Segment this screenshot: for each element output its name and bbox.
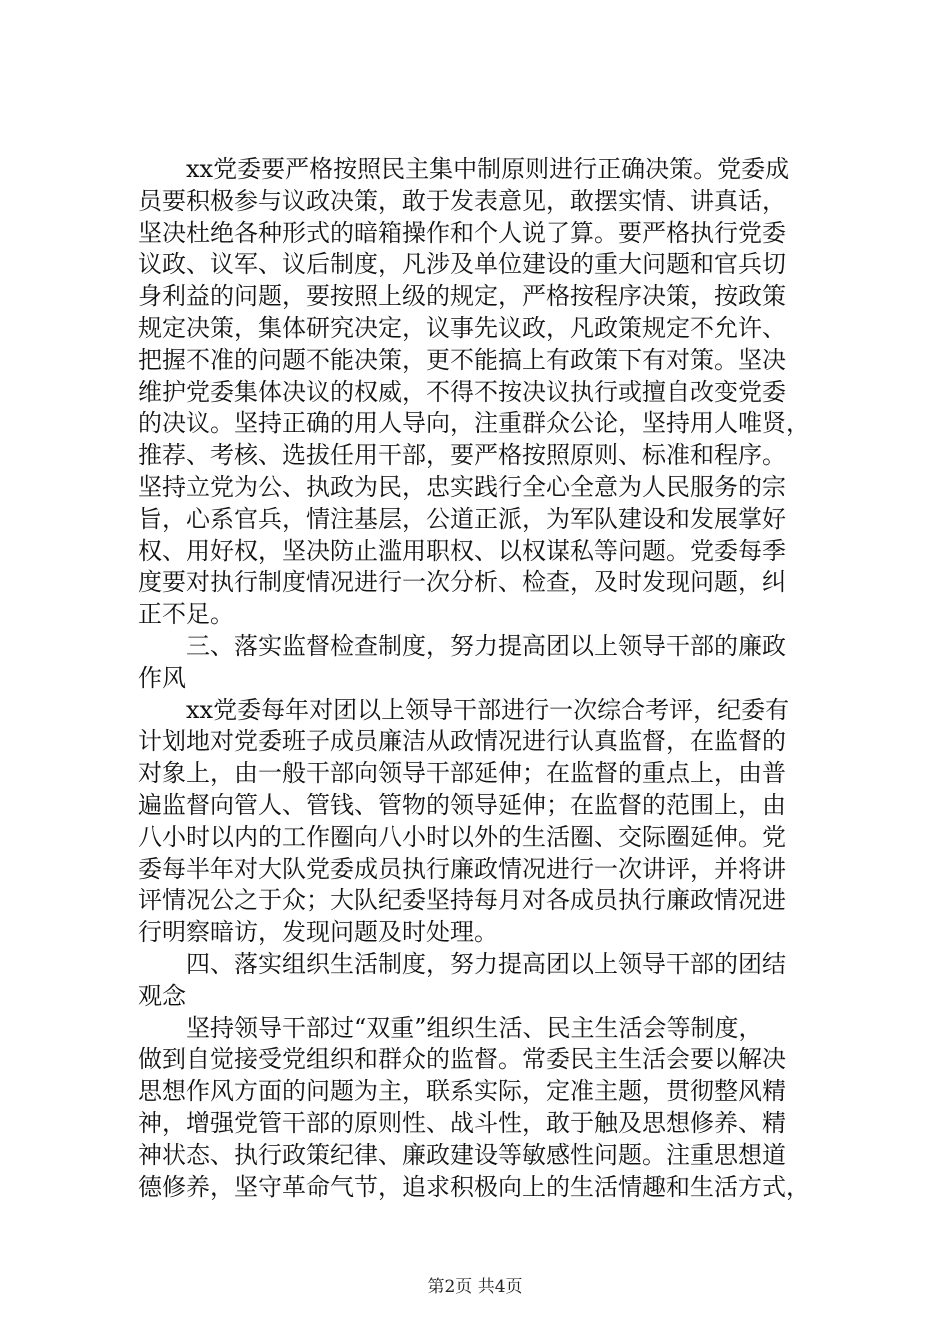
- text-line: 把握不准的问题不能决策，更不能搞上有政策下有对策。坚决: [138, 345, 786, 374]
- text-line: 议政、议军、议后制度，凡涉及单位建设的重大问题和官兵切: [138, 250, 786, 279]
- text-line: 计划地对党委班子成员廉洁从政情况进行认真监督，在监督的: [138, 727, 786, 756]
- text-line: 坚持立党为公、执政为民，忠实践行全心全意为人民服务的宗: [138, 472, 786, 501]
- text-line: 维护党委集体决议的权威，不得不按决议执行或擅自改变党委: [138, 377, 786, 406]
- text-line: 员要积极参与议政决策，敢于发表意见，敢摆实情、讲真话，: [138, 186, 786, 215]
- text-line: 做到自觉接受党组织和群众的监督。常委民主生活会要以解决: [138, 1045, 786, 1074]
- text-line: xx党委每年对团以上领导干部进行一次综合考评，纪委有: [186, 695, 790, 724]
- text-line: 思想作风方面的问题为主，联系实际，定准主题，贯彻整风精: [138, 1077, 786, 1106]
- text-line: 对象上，由一般干部向领导干部延伸；在监督的重点上，由普: [138, 759, 786, 788]
- text-line: 身利益的问题，要按照上级的规定，严格按程序决策，按政策: [138, 282, 786, 311]
- text-line: 遍监督向管人、管钱、管物的领导延伸；在监督的范围上，由: [138, 790, 786, 819]
- text-line: 神状态、执行政策纪律、廉政建设等敏感性问题。注重思想道: [138, 1140, 786, 1169]
- text-line: 正不足。: [138, 600, 234, 629]
- text-line: 旨，心系官兵，情注基层，公道正派，为军队建设和发展掌好: [138, 504, 786, 533]
- text-line: 评情况公之于众；大队纪委坚持每月对各成员执行廉政情况进: [138, 886, 786, 915]
- text-line: 三、落实监督检查制度，努力提高团以上领导干部的廉政: [186, 631, 786, 660]
- text-line: 推荐、考核、选拔任用干部，要严格按照原则、标准和程序。: [138, 441, 786, 470]
- text-line: 观念: [138, 981, 186, 1010]
- page-number-footer: 第2页 共4页: [427, 1277, 523, 1297]
- text-line: 德修养，坚守革命气节，追求积极向上的生活情趣和生活方式，: [138, 1172, 810, 1201]
- text-line: 八小时以内的工作圈向八小时以外的生活圈、交际圈延伸。党: [138, 822, 786, 851]
- section-heading: [138, 949, 838, 1013]
- text-line: 度要对执行制度情况进行一次分析、检查，及时发现问题，纠: [138, 568, 786, 597]
- body-paragraph: [138, 154, 838, 631]
- text-line: 坚决杜绝各种形式的暗箱操作和个人说了算。要严格执行党委: [138, 218, 786, 247]
- body-paragraph: [138, 695, 838, 949]
- text-line: 坚持领导干部过“双重”组织生活、民主生活会等制度，: [186, 1013, 763, 1042]
- text-line: 作风: [138, 663, 186, 692]
- text-line: 的决议。坚持正确的用人导向，注重群众公论，坚持用人唯贤，: [138, 409, 810, 438]
- text-line: 神，增强党管干部的原则性、战斗性，敢于触及思想修养、精: [138, 1108, 786, 1137]
- text-line: 行明察暗访，发现问题及时处理。: [138, 918, 498, 947]
- text-line: 权、用好权，坚决防止滥用职权、以权谋私等问题。党委每季: [138, 536, 786, 565]
- text-line: 委每半年对大队党委成员执行廉政情况进行一次讲评，并将讲: [138, 854, 786, 883]
- text-line: 规定决策，集体研究决定，议事先议政，凡政策规定不允许、: [138, 313, 786, 342]
- text-line: 四、落实组织生活制度，努力提高团以上领导干部的团结: [186, 949, 786, 978]
- document-body: [138, 154, 838, 1203]
- body-paragraph: [138, 1013, 838, 1204]
- section-heading: [138, 631, 838, 695]
- text-line: xx党委要严格按照民主集中制原则进行正确决策。党委成: [186, 155, 790, 183]
